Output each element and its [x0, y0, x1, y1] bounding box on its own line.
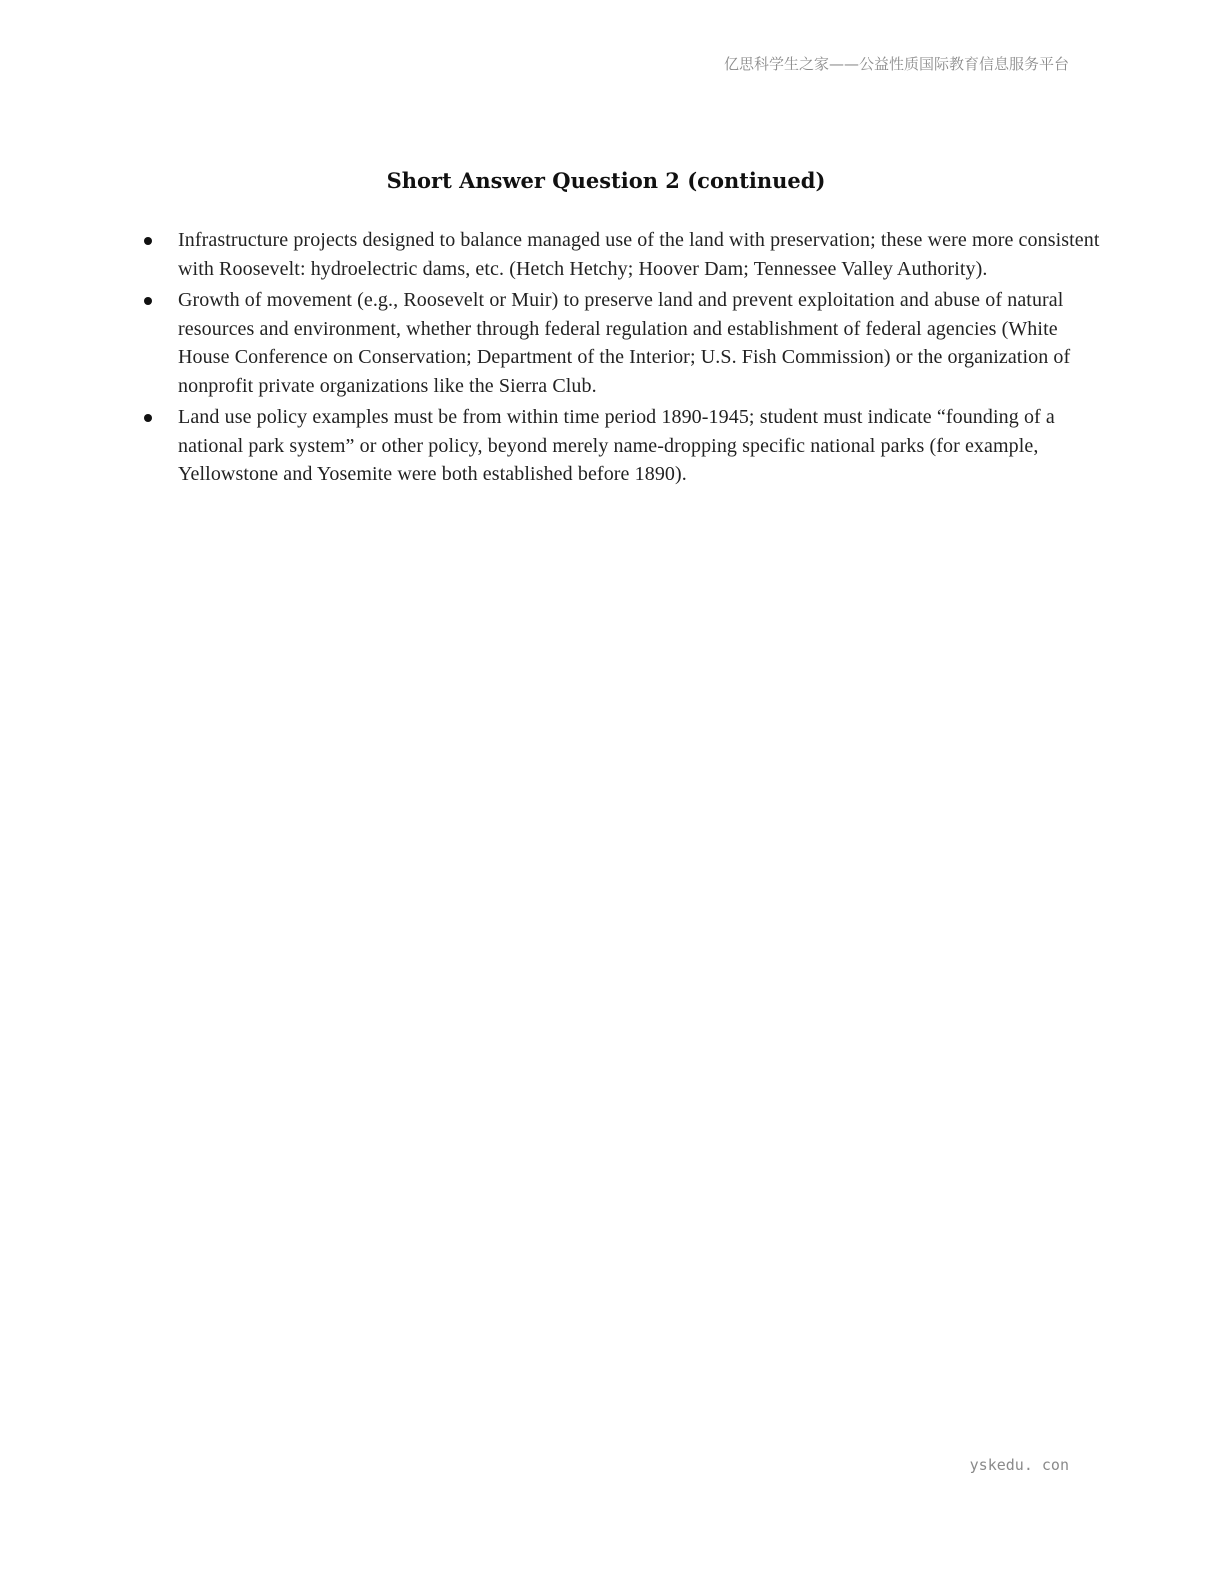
- list-item-text: Infrastructure projects designed to balance managed use of the land with preservation; these were more consistent with Roosevelt: hydroelectric dams, etc. (Hetch Hetchy; Hoover Dam; Tennessee Valley Authority).: [178, 229, 1100, 280]
- document-title: Short Answer Question 2 (continued): [386, 168, 826, 193]
- page-footer-url: yskedu. con: [969, 1456, 1069, 1474]
- bullet-icon: [144, 297, 152, 305]
- bullet-list: [140, 226, 1100, 492]
- list-item: [140, 286, 1100, 400]
- page-header-watermark: 亿思科学生之家——公益性质国际教育信息服务平台: [723, 55, 1069, 73]
- list-item: [140, 226, 1100, 283]
- list-item-text: Growth of movement (e.g., Roosevelt or Muir) to preserve land and prevent exploitation and abuse of natural resources and environment, whether through federal regulation and establishment of federal agencies (White House Conference on Conservation; Department of the Interior; U.S. Fish Commission) or the organization of nonprofit private organizations like the Sierra Club.: [178, 289, 1071, 397]
- list-item: [140, 403, 1100, 489]
- bullet-icon: [144, 237, 152, 245]
- bullet-icon: [144, 414, 152, 422]
- list-item-text: Land use policy examples must be from within time period 1890-1945; student must indicate “founding of a national park system” or other policy, beyond merely name-dropping specific national parks (for example, Yellowstone and Yosemite were both established before 1890).: [178, 406, 1055, 485]
